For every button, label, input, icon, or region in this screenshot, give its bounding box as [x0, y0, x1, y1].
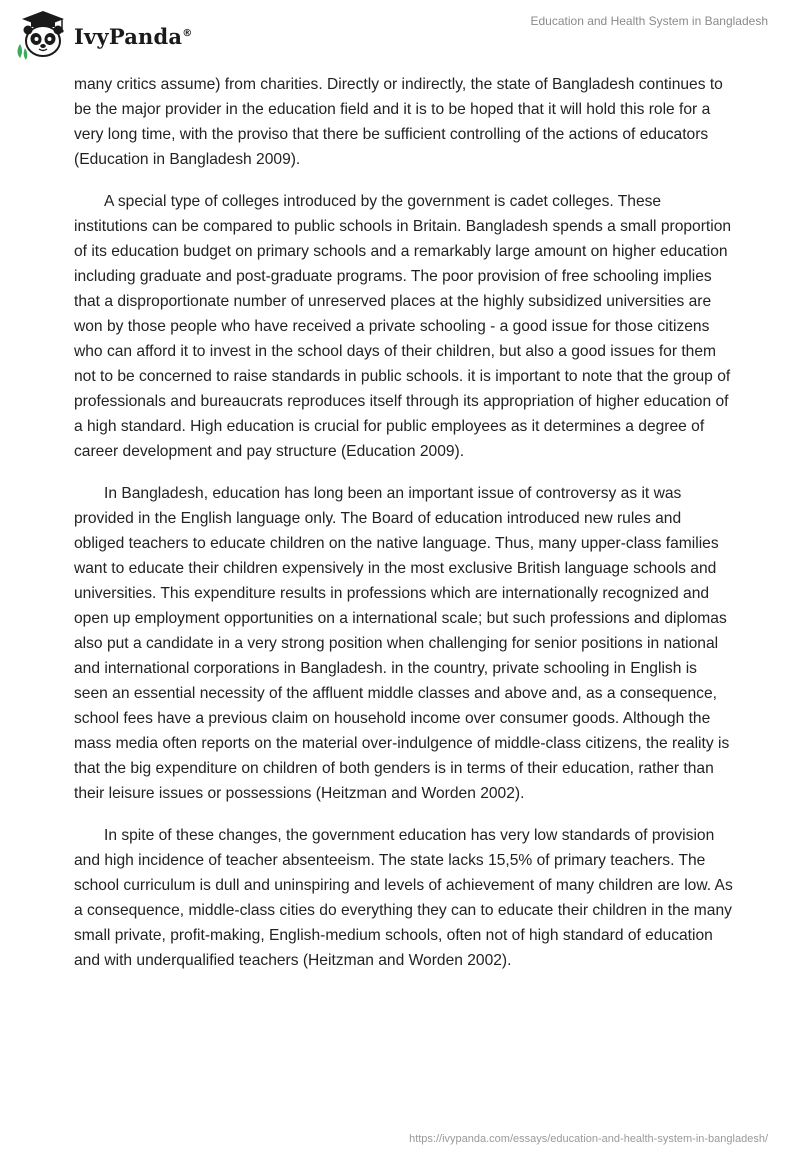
essay-body: [74, 72, 734, 990]
panda-graduation-cap-icon: [14, 8, 72, 62]
registered-mark: ®: [182, 27, 193, 39]
source-url-link[interactable]: https://ivypanda.com/essays/education-and-health-system-in-bangladesh/: [409, 1133, 768, 1145]
paragraph-1: many critics assume) from charities. Directly or indirectly, the state of Bangladesh continues to be the major provider in the education field and it is to be hoped that it will hold this role for a very long time, with the proviso that there be sufficient controlling of the actions of educators (Education in Bangladesh 2009).: [74, 76, 723, 168]
paragraph-3: In Bangladesh, education has long been an important issue of controversy as it was provided in the English language only. The Board of education introduced new rules and obliged teachers to educate children on the native language. Thus, many upper-class families want to educate their children expensively in the most exclusive British language schools and universities. This expenditure results in professions which are internationally recognized and open up employment opportunities on a international scale; but such professions and diplomas also put a candidate in a very strong position when challenging for senior positions in national and international corporations in Bangladesh. in the country, private schooling in English is seen an essential necessity of the affluent middle classes and above and, as a consequence, school fees have a previous claim on household income over consumer goods. Although the mass media often reports on the material over-indulgence of middle-class citizens, the reality is that the big expenditure on children of both genders is in terms of their education, rather than their leisure issues or possessions (Heitzman and Worden 2002).: [74, 485, 730, 802]
ivypanda-logo[interactable]: [14, 8, 192, 62]
paragraph-2: A special type of colleges introduced by the government is cadet colleges. These institutions can be compared to public schools in Britain. Bangladesh spends a small proportion of its education budget on primary schools and a remarkably large amount on higher education including graduate and post-graduate programs. The poor provision of free schooling implies that a disproportionate number of unreserved places at the highly subsidized universities are won by those people who have received a private schooling - a good issue for those citizens who can afford it to invest in the school days of their children, but also a good issues for them not to be concerned to raise standards in public schools. it is important to note that the group of professionals and bureaucrats reproduces itself through its appropriation of higher education of a high standard. High education is crucial for public employees as it determines a degree of career development and pay structure (Education 2009).: [74, 193, 732, 460]
brand-name: IvyPanda®: [74, 23, 193, 49]
page-header: [0, 0, 800, 70]
paragraph-4: In spite of these changes, the government education has very low standards of provision and high incidence of teacher absenteeism. The state lacks 15,5% of primary teachers. The school curriculum is dull and uninspiring and levels of achievement of many children are low. As a consequence, middle-class cities do everything they can to educate their children in the many small private, profit-making, English-medium schools, often not of high standard of education and with underqualified teachers (Heitzman and Worden 2002).: [74, 827, 733, 969]
document-title: Education and Health System in Bangladesh: [530, 14, 768, 28]
